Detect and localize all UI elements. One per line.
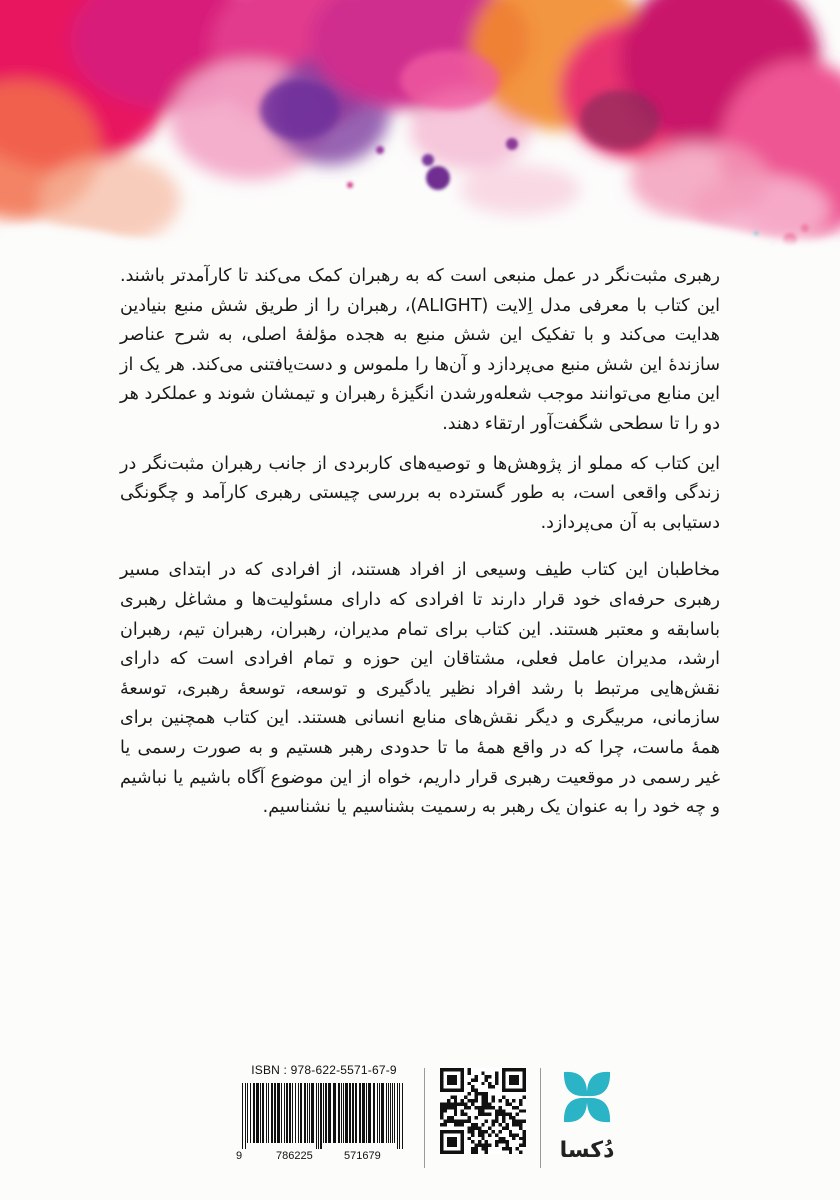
isbn-barcode-block: [234, 1063, 414, 1167]
watercolor-splash-header: [0, 0, 840, 300]
back-cover-text: [120, 262, 720, 823]
isbn-digit-group-2: 571679: [344, 1150, 381, 1162]
isbn-digit-prefix: 9: [236, 1150, 243, 1162]
paragraph-2: این کتاب که مملو از پژوهش‌ها و توصیه‌های کاربردی از جانب رهبران مثبت‌نگر در زندگی واقعی است، به طور گسترده به بررسی چیستی رهبری کارآمد و چگونگی دستیابی به آن می‌پردازد.: [120, 453, 720, 533]
isbn-label: ISBN : 978-622-5571-67-9: [251, 1063, 397, 1077]
barcode-icon: [240, 1083, 408, 1149]
isbn-digit-group-1: 786225: [276, 1150, 313, 1162]
divider-line: [424, 1068, 425, 1168]
divider-line: [540, 1068, 541, 1168]
qr-code-icon: [440, 1068, 526, 1154]
paragraph-3: مخاطبان این کتاب طیف وسیعی از افراد هستند، از افرادی که در ابتدای مسیر رهبری حرفه‌ای خود قرار دارند تا افرادی که دارای مسئولیت‌ها و مشاغل رهبری باسابقه و معتبر هستند. این کتاب برای تمام مدیران، رهبران، رهبران تیم، رهبران ارشد، مدیران عامل فعلی، مشتاقان این حوزه و تمام افرادی است که دارای نقش‌هایی مرتبط با رشد افراد نظیر یادگیری و توسعه، توسعهٔ رهبری، توسعهٔ سازمانی، مربیگری و دیگر نقش‌های منابع انسانی هستند. این کتاب همچنین برای همهٔ ماست، چرا که در واقع همهٔ ما تا حدودی رهبر هستیم و به صورت رسمی یا غیر رسمی در موقعیت رهبری قرار داریم، خواه از این موضوع آگاه باشیم یا نباشیم و چه خود را به عنوان یک رهبر به رسمیت بشناسیم یا نشناسیم.: [120, 560, 720, 818]
paragraph-1: رهبری مثبت‌نگر در عمل منبعی است که به رهبران کمک می‌کند تا کارآمدتر باشند. این کتاب با معرفی مدل اِلایت (ALIGHT)، رهبران را از طریق شش منبع بنیادین هدایت می‌کند و با تفکیک این شش منبع به هجده مؤلفهٔ اصلی، به شرح عناصر سازندهٔ این شش منبع می‌پردازد و آن‌ها را ملموس و دست‌یافتنی می‌کند. هر یک از این منابع می‌توانند موجب شعله‌ورشدن انگیزهٔ رهبران و تیمشان شوند و عملکرد هر دو را تا سطحی شگفت‌آور ارتقاء دهند.: [120, 266, 720, 434]
publisher-logo-block: [552, 1062, 622, 1174]
publisher-name: دُکسا: [559, 1138, 615, 1163]
four-petal-logo-icon: [558, 1062, 616, 1132]
